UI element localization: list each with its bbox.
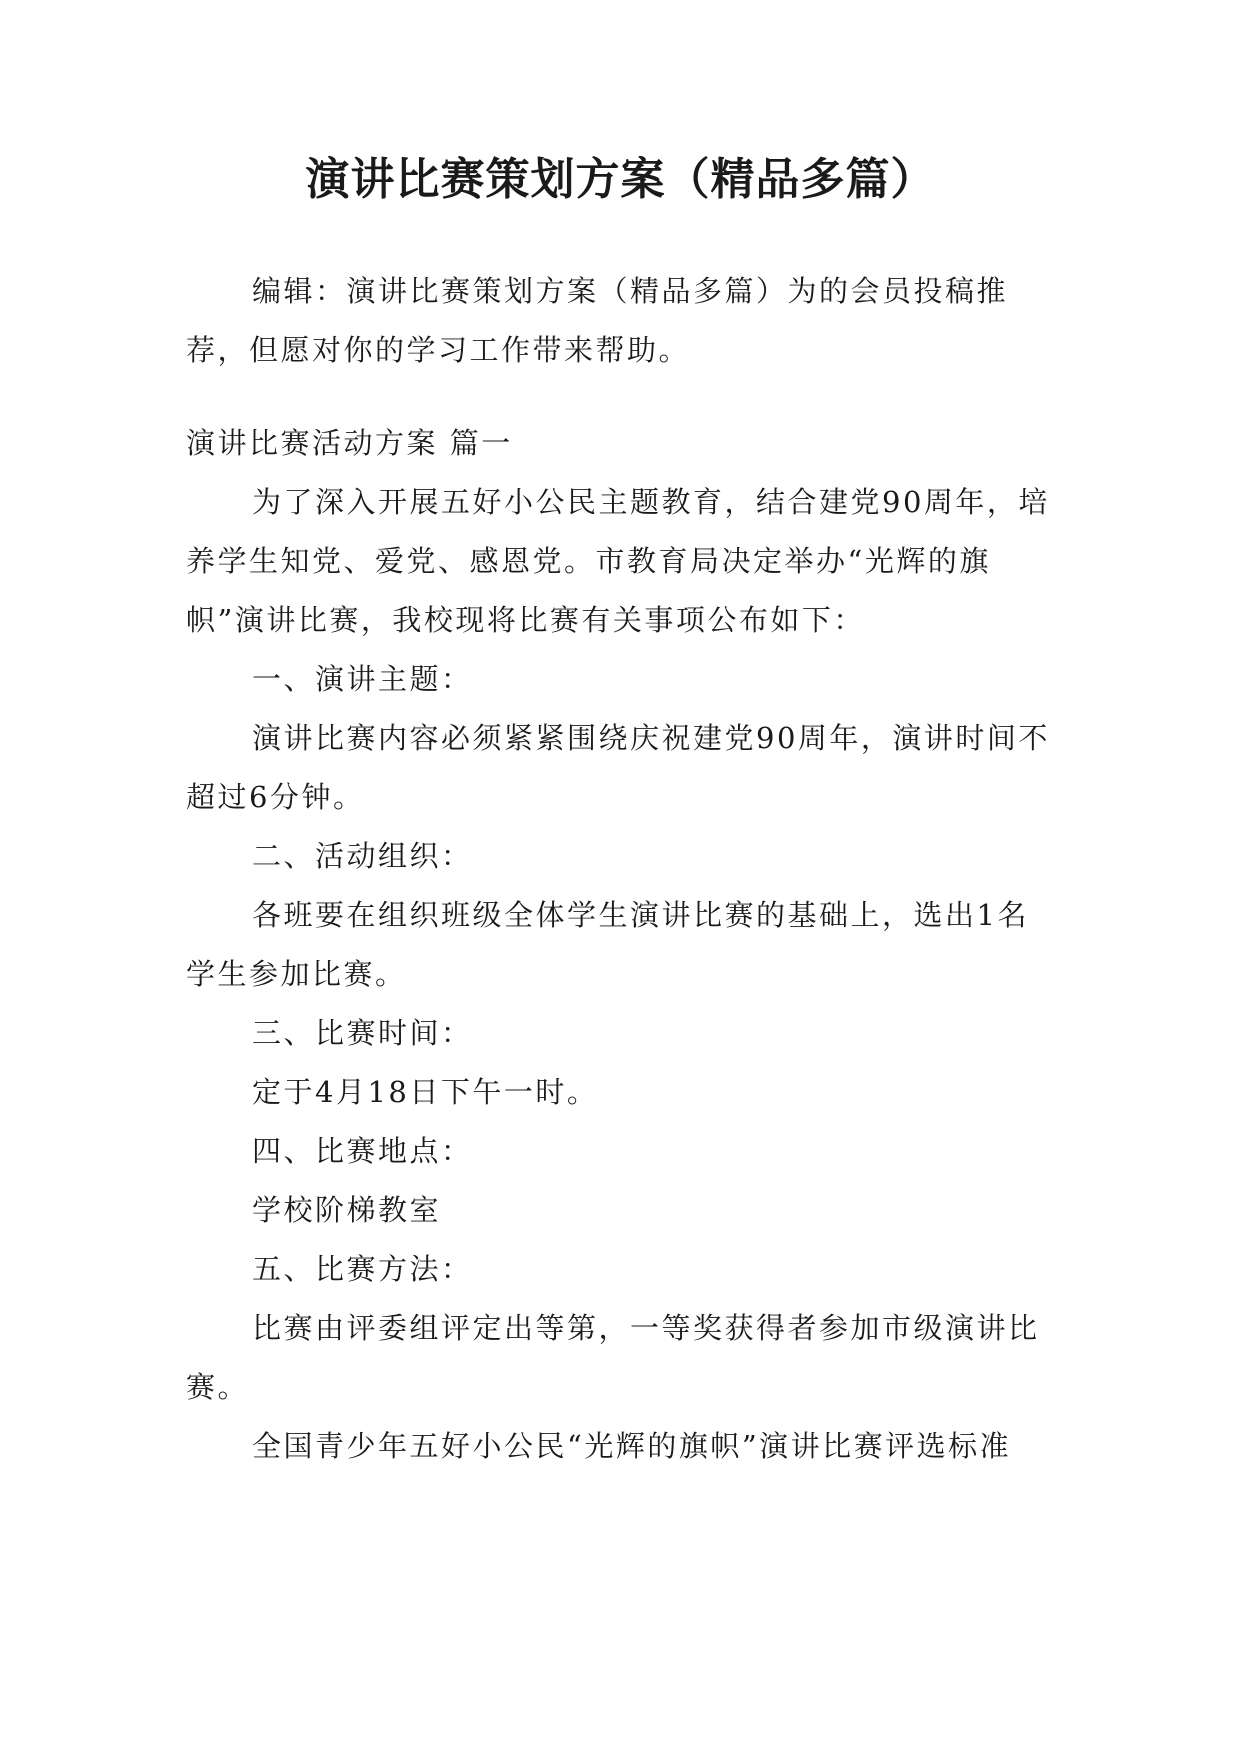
heading-location: 四、比赛地点：	[252, 1134, 473, 1168]
document-title: 演讲比赛策划方案（精品多篇）	[305, 154, 936, 205]
body-paragraph: 比赛由评委组评定出等第，一等奖获得者参加市级演讲比赛。	[186, 1311, 1040, 1404]
intro-block	[186, 262, 1058, 380]
section-heading: 演讲比赛活动方案 篇一	[186, 426, 513, 460]
body-paragraph: 各班要在组织班级全体学生演讲比赛的基础上，选出1名学生参加比赛。	[186, 898, 1029, 991]
body-paragraph: 全国青少年五好小公民“光辉的旗帜”演讲比赛评选标准	[252, 1429, 1012, 1463]
body-paragraph: 演讲比赛内容必须紧紧围绕庆祝建党90周年，演讲时间不超过6分钟。	[186, 721, 1050, 814]
heading-organization: 二、活动组织：	[252, 839, 473, 873]
body-paragraph: 定于4月18日下午一时。	[252, 1075, 599, 1109]
section-block	[186, 414, 1058, 1476]
heading-method: 五、比赛方法：	[252, 1252, 473, 1286]
body-paragraph: 为了深入开展五好小公民主题教育，结合建党90周年，培养学生知党、爱党、感恩党。市教育局决定举办“光辉的旗帜”演讲比赛，我校现将比赛有关事项公布如下：	[186, 485, 1050, 637]
heading-time: 三、比赛时间：	[252, 1016, 473, 1050]
heading-theme: 一、演讲主题：	[252, 662, 473, 696]
intro-paragraph: 编辑：演讲比赛策划方案（精品多篇）为的会员投稿推荐，但愿对你的学习工作带来帮助。	[186, 274, 1009, 367]
body-paragraph: 学校阶梯教室	[252, 1193, 442, 1227]
